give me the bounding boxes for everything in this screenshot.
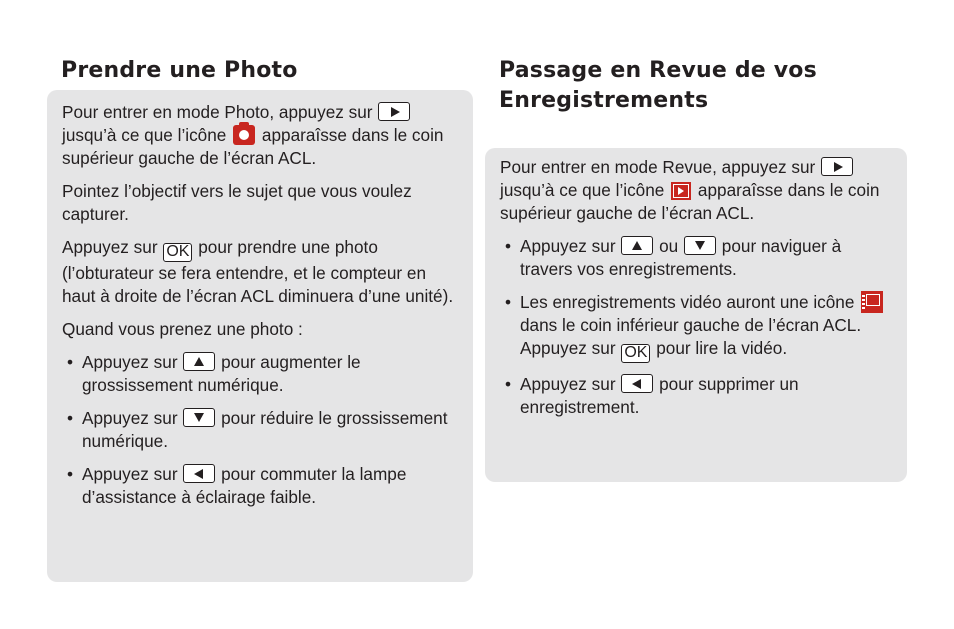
- photo-instructions-panel: [47, 90, 473, 582]
- photo-bullet-list: [62, 351, 459, 509]
- left-arrow-key-icon: [183, 464, 215, 483]
- video-film-icon: [861, 291, 883, 313]
- list-item: • Appuyez sur pour commuter la lampe d’assistance à éclairage faible.: [67, 464, 407, 507]
- list-item: • Appuyez sur pour réduire le grossissement numérique.: [67, 408, 448, 451]
- review-bullet-list: [500, 235, 893, 419]
- left-arrow-key-icon: [621, 374, 653, 393]
- down-arrow-key-icon: [684, 236, 716, 255]
- photo-paragraph-4: Quand vous prenez une photo :: [62, 319, 303, 339]
- review-paragraph-1: Pour entrer en mode Revue, appuyez sur jusqu’à ce que l’icône apparaîsse dans le coin supérieur gauche de l’écran ACL.: [500, 157, 880, 223]
- photo-paragraph-2: Pointez l’objectif vers le sujet que vous voulez capturer.: [62, 181, 412, 224]
- review-section-title: Passage en Revue de vos Enregistrements: [499, 58, 817, 113]
- up-arrow-key-icon: [183, 352, 215, 371]
- list-item: • Appuyez sur ou pour naviguer à travers vos enregistrements.: [505, 236, 842, 279]
- camera-icon: [233, 125, 255, 145]
- list-item: • Appuyez sur pour augmenter le grossissement numérique.: [67, 352, 361, 395]
- right-arrow-key-icon: [821, 157, 853, 176]
- photo-section-title: Prendre une Photo: [61, 58, 298, 83]
- list-item: • Appuyez sur pour supprimer un enregistrement.: [505, 374, 799, 417]
- up-arrow-key-icon: [621, 236, 653, 255]
- review-playback-icon: [671, 182, 691, 200]
- review-instructions-panel: [485, 148, 907, 482]
- ok-key-icon: OK: [621, 344, 650, 363]
- photo-paragraph-3: Appuyez sur OK pour prendre une photo (l’obturateur se fera entendre, et le compteur en haut à droite de l’écran ACL diminuera d’une unité).: [62, 237, 454, 306]
- photo-paragraph-1: Pour entrer en mode Photo, appuyez sur jusqu’à ce que l’icône apparaîsse dans le coin supérieur gauche de l’écran ACL.: [62, 102, 444, 168]
- list-item: • Les enregistrements vidéo auront une icône dans le coin inférieur gauche de l’écran ACL. Appuyez sur OK pour lire la vidéo.: [500, 291, 893, 363]
- ok-key-icon: OK: [163, 243, 192, 262]
- down-arrow-key-icon: [183, 408, 215, 427]
- right-arrow-key-icon: [378, 102, 410, 121]
